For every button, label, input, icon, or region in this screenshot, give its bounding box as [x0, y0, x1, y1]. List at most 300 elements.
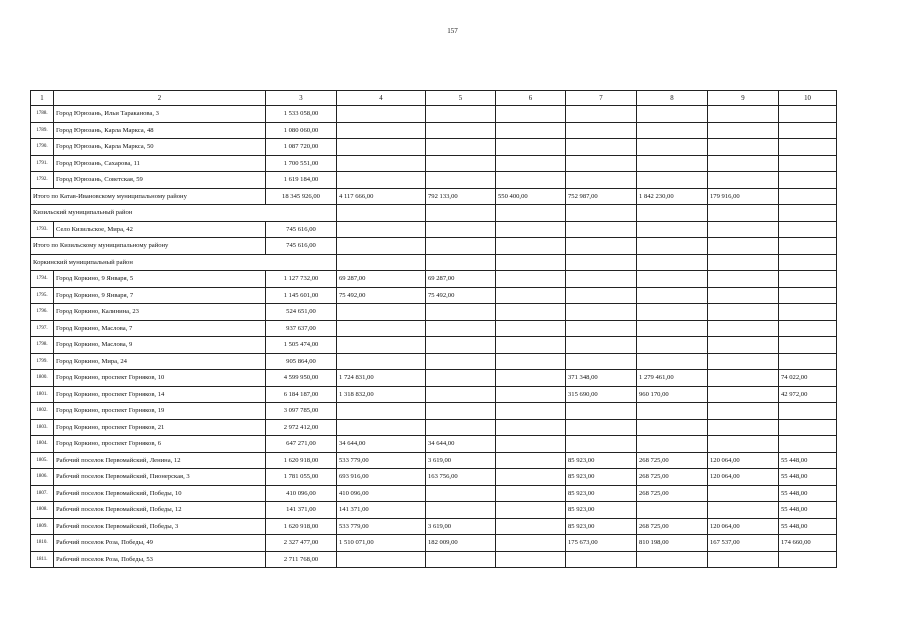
table-cell: 1 724 831,00 — [337, 370, 426, 387]
table-cell — [496, 205, 566, 222]
table-cell: 937 637,00 — [266, 320, 337, 337]
table-cell — [779, 271, 837, 288]
table-cell — [779, 551, 837, 568]
table-cell — [708, 254, 779, 271]
address-cell: Рабочий поселок Первомайский, Победы, 10 — [54, 485, 266, 502]
table-cell — [637, 353, 708, 370]
table-cell — [566, 551, 637, 568]
table-cell — [566, 139, 637, 156]
table-cell: 745 616,00 — [266, 221, 337, 238]
table-cell: 3 097 785,00 — [266, 403, 337, 420]
table-cell: 1 127 732,00 — [266, 271, 337, 288]
table-cell: 42 972,00 — [779, 386, 837, 403]
row-number: 1808. — [31, 502, 54, 519]
table-cell — [337, 221, 426, 238]
row-number: 1793. — [31, 221, 54, 238]
table-cell — [708, 287, 779, 304]
table-cell — [426, 502, 496, 519]
table-cell: 745 616,00 — [266, 238, 337, 255]
table-cell — [426, 337, 496, 354]
address-cell: Город Коркино, проспект Горняков, 19 — [54, 403, 266, 420]
table-cell — [426, 106, 496, 123]
address-cell: Рабочий поселок Первомайский, Пионерская, 3 — [54, 469, 266, 486]
row-number: 1794. — [31, 271, 54, 288]
table-cell — [708, 172, 779, 189]
table-row — [31, 469, 837, 486]
data-table — [30, 90, 837, 568]
table-cell — [708, 221, 779, 238]
table-cell — [496, 287, 566, 304]
table-cell: 85 923,00 — [566, 469, 637, 486]
table-cell — [496, 485, 566, 502]
table-cell — [337, 172, 426, 189]
table-cell — [708, 436, 779, 453]
section-title: Кизильский муниципальный район — [31, 205, 337, 222]
table-cell: 1 533 058,00 — [266, 106, 337, 123]
column-header: 9 — [708, 91, 779, 106]
table-cell — [637, 403, 708, 420]
total-row — [31, 188, 837, 205]
table-cell: 75 492,00 — [426, 287, 496, 304]
table-cell: 2 711 768,00 — [266, 551, 337, 568]
address-cell: Рабочий поселок Роза, Победы, 49 — [54, 535, 266, 552]
table-cell — [566, 419, 637, 436]
table-cell — [637, 155, 708, 172]
table-cell — [637, 419, 708, 436]
table-cell — [426, 254, 496, 271]
table-cell: 1 842 230,00 — [637, 188, 708, 205]
address-cell: Рабочий поселок Первомайский, Победы, 3 — [54, 518, 266, 535]
row-number: 1791. — [31, 155, 54, 172]
table-cell: 3 619,00 — [426, 452, 496, 469]
table-cell: 55 448,00 — [779, 502, 837, 519]
table-cell: 905 864,00 — [266, 353, 337, 370]
row-number: 1788. — [31, 106, 54, 123]
table-cell: 2 972 412,00 — [266, 419, 337, 436]
column-header: 10 — [779, 91, 837, 106]
table-cell: 69 287,00 — [337, 271, 426, 288]
table-cell — [708, 320, 779, 337]
table-cell — [496, 122, 566, 139]
table-cell: 1 510 071,00 — [337, 535, 426, 552]
table-cell — [779, 205, 837, 222]
table-cell — [496, 502, 566, 519]
table-cell — [637, 221, 708, 238]
address-cell: Рабочий поселок Первомайский, Ленина, 12 — [54, 452, 266, 469]
table-cell: 268 725,00 — [637, 518, 708, 535]
table-cell — [426, 320, 496, 337]
address-cell: Город Юрюзань, Карла Маркса, 50 — [54, 139, 266, 156]
table-cell — [426, 386, 496, 403]
table-cell: 1 700 551,00 — [266, 155, 337, 172]
table-cell — [337, 320, 426, 337]
table-cell — [566, 337, 637, 354]
table-cell — [566, 304, 637, 321]
address-cell: Город Коркино, проспект Горняков, 6 — [54, 436, 266, 453]
table-cell — [779, 287, 837, 304]
table-cell: 85 923,00 — [566, 485, 637, 502]
table-cell — [708, 485, 779, 502]
table-cell — [337, 139, 426, 156]
address-cell: Город Коркино, 9 Января, 7 — [54, 287, 266, 304]
table-cell — [708, 139, 779, 156]
row-number: 1810. — [31, 535, 54, 552]
table-cell: 34 644,00 — [426, 436, 496, 453]
address-cell: Город Коркино, проспект Горняков, 10 — [54, 370, 266, 387]
table-cell — [708, 271, 779, 288]
row-number: 1797. — [31, 320, 54, 337]
table-cell — [637, 139, 708, 156]
table-cell: 167 537,00 — [708, 535, 779, 552]
table-row — [31, 403, 837, 420]
table-cell — [337, 304, 426, 321]
table-cell — [426, 122, 496, 139]
table-cell — [779, 188, 837, 205]
table-row — [31, 370, 837, 387]
table-cell — [426, 139, 496, 156]
table-row — [31, 452, 837, 469]
table-cell — [426, 419, 496, 436]
table-row — [31, 386, 837, 403]
table-row — [31, 271, 837, 288]
address-cell: Город Юрюзань, Сахарова, 11 — [54, 155, 266, 172]
table-cell: 1 619 184,00 — [266, 172, 337, 189]
table-row — [31, 106, 837, 123]
table-cell — [708, 403, 779, 420]
table-cell — [426, 172, 496, 189]
table-cell: 3 619,00 — [426, 518, 496, 535]
table-cell — [779, 337, 837, 354]
table-cell — [496, 452, 566, 469]
table-row — [31, 419, 837, 436]
table-cell: 120 064,00 — [708, 469, 779, 486]
table-cell — [637, 172, 708, 189]
total-row — [31, 238, 837, 255]
table-cell — [496, 221, 566, 238]
table-cell — [496, 304, 566, 321]
table-cell: 85 923,00 — [566, 518, 637, 535]
table-row — [31, 353, 837, 370]
table-cell: 550 400,00 — [496, 188, 566, 205]
table-cell — [496, 386, 566, 403]
table-cell — [496, 535, 566, 552]
table-cell — [566, 122, 637, 139]
table-cell — [566, 436, 637, 453]
table-cell — [566, 172, 637, 189]
table-cell — [426, 551, 496, 568]
table-cell — [779, 238, 837, 255]
table-cell — [708, 551, 779, 568]
table-cell: 315 690,00 — [566, 386, 637, 403]
address-cell: Город Коркино, Калинина, 23 — [54, 304, 266, 321]
table-cell — [708, 419, 779, 436]
table-cell — [708, 370, 779, 387]
table-cell: 2 327 477,00 — [266, 535, 337, 552]
table-cell: 810 198,00 — [637, 535, 708, 552]
table-cell: 141 371,00 — [337, 502, 426, 519]
table-cell: 174 660,00 — [779, 535, 837, 552]
table-cell — [496, 337, 566, 354]
table-cell: 85 923,00 — [566, 502, 637, 519]
table-cell: 268 725,00 — [637, 485, 708, 502]
row-number: 1807. — [31, 485, 54, 502]
table-cell: 1 080 060,00 — [266, 122, 337, 139]
table-cell: 69 287,00 — [426, 271, 496, 288]
row-number: 1799. — [31, 353, 54, 370]
column-header: 4 — [337, 91, 426, 106]
address-cell: Город Юрюзань, Карла Маркса, 48 — [54, 122, 266, 139]
table-cell — [779, 403, 837, 420]
table-cell — [708, 106, 779, 123]
row-number: 1789. — [31, 122, 54, 139]
table-cell — [566, 271, 637, 288]
table-cell: 1 279 461,00 — [637, 370, 708, 387]
row-number: 1790. — [31, 139, 54, 156]
table-cell — [496, 139, 566, 156]
table-row — [31, 320, 837, 337]
table-cell — [637, 320, 708, 337]
table-cell — [708, 353, 779, 370]
table-cell: 179 916,00 — [708, 188, 779, 205]
table-cell: 792 133,00 — [426, 188, 496, 205]
table-cell — [779, 436, 837, 453]
table-cell — [566, 106, 637, 123]
table-cell — [337, 205, 426, 222]
table-cell — [708, 205, 779, 222]
table-cell — [708, 238, 779, 255]
table-row — [31, 155, 837, 172]
address-cell: Рабочий поселок Роза, Победы, 53 — [54, 551, 266, 568]
table-cell — [496, 320, 566, 337]
table-cell — [637, 337, 708, 354]
address-cell: Город Коркино, Маслова, 9 — [54, 337, 266, 354]
table-cell — [566, 320, 637, 337]
table-cell — [637, 271, 708, 288]
table-cell — [337, 419, 426, 436]
table-cell: 410 096,00 — [337, 485, 426, 502]
table-cell — [426, 155, 496, 172]
table-row — [31, 172, 837, 189]
address-cell: Город Коркино, Мира, 24 — [54, 353, 266, 370]
table-cell — [637, 122, 708, 139]
table-cell — [337, 122, 426, 139]
row-number: 1802. — [31, 403, 54, 420]
table-cell — [637, 287, 708, 304]
table-cell — [779, 304, 837, 321]
table-cell: 75 492,00 — [337, 287, 426, 304]
address-cell: Село Кизильское, Мира, 42 — [54, 221, 266, 238]
table-cell — [496, 155, 566, 172]
table-cell — [708, 502, 779, 519]
table-cell — [779, 122, 837, 139]
table-cell: 34 644,00 — [337, 436, 426, 453]
table-cell — [426, 485, 496, 502]
table-cell — [496, 238, 566, 255]
row-number: 1798. — [31, 337, 54, 354]
page-number: 157 — [447, 27, 458, 35]
total-label: Итого по Катав-Ивановскому муниципальному району — [31, 188, 266, 205]
row-number: 1801. — [31, 386, 54, 403]
row-number: 1800. — [31, 370, 54, 387]
table-cell — [337, 254, 426, 271]
table-cell — [708, 337, 779, 354]
address-cell: Город Коркино, проспект Горняков, 21 — [54, 419, 266, 436]
table-cell — [779, 106, 837, 123]
table-cell — [426, 304, 496, 321]
table-cell — [496, 271, 566, 288]
table-cell — [496, 551, 566, 568]
table-cell — [337, 238, 426, 255]
table-cell: 960 170,00 — [637, 386, 708, 403]
table-cell: 1 318 832,00 — [337, 386, 426, 403]
table-cell: 85 923,00 — [566, 452, 637, 469]
address-cell: Город Коркино, Маслова, 7 — [54, 320, 266, 337]
address-cell: Город Юрюзань, Советская, 59 — [54, 172, 266, 189]
column-header: 6 — [496, 91, 566, 106]
table-row — [31, 551, 837, 568]
address-cell: Город Юрюзань, Ильи Тараканова, 3 — [54, 106, 266, 123]
table-cell: 1 620 918,00 — [266, 452, 337, 469]
table-cell — [566, 403, 637, 420]
row-number: 1795. — [31, 287, 54, 304]
table-cell — [426, 403, 496, 420]
table-cell — [779, 353, 837, 370]
table-cell — [566, 155, 637, 172]
column-header: 1 — [31, 91, 54, 106]
table-cell: 55 448,00 — [779, 452, 837, 469]
table-row — [31, 535, 837, 552]
total-label: Итого по Кизильскому муниципальному району — [31, 238, 266, 255]
table-cell: 4 117 666,00 — [337, 188, 426, 205]
table-cell: 524 651,00 — [266, 304, 337, 321]
table-cell — [708, 155, 779, 172]
row-number: 1792. — [31, 172, 54, 189]
table-cell: 18 345 926,00 — [266, 188, 337, 205]
table-row — [31, 221, 837, 238]
table-cell — [496, 518, 566, 535]
table-cell: 1 620 918,00 — [266, 518, 337, 535]
table-cell: 1 781 055,00 — [266, 469, 337, 486]
table-cell: 1 087 720,00 — [266, 139, 337, 156]
table-cell — [496, 403, 566, 420]
table-cell — [337, 551, 426, 568]
table-cell: 647 271,00 — [266, 436, 337, 453]
table-cell: 163 756,00 — [426, 469, 496, 486]
table-cell — [496, 436, 566, 453]
table-cell — [426, 205, 496, 222]
table-cell — [496, 106, 566, 123]
address-cell: Рабочий поселок Первомайский, Победы, 12 — [54, 502, 266, 519]
table-row — [31, 122, 837, 139]
column-header: 7 — [566, 91, 637, 106]
table-cell — [426, 370, 496, 387]
header-row — [31, 91, 837, 106]
table-cell — [337, 106, 426, 123]
address-cell: Город Коркино, 9 Января, 5 — [54, 271, 266, 288]
table-cell — [637, 205, 708, 222]
row-number: 1804. — [31, 436, 54, 453]
column-header: 3 — [266, 91, 337, 106]
table-cell — [337, 403, 426, 420]
table-cell: 1 505 474,00 — [266, 337, 337, 354]
table-cell: 55 448,00 — [779, 469, 837, 486]
table-row — [31, 304, 837, 321]
table-cell — [637, 502, 708, 519]
table-cell — [496, 419, 566, 436]
address-cell: Город Коркино, проспект Горняков, 14 — [54, 386, 266, 403]
table-cell: 533 779,00 — [337, 452, 426, 469]
column-header: 8 — [637, 91, 708, 106]
table-row — [31, 287, 837, 304]
table-cell — [566, 205, 637, 222]
table-cell: 410 096,00 — [266, 485, 337, 502]
table-cell — [566, 353, 637, 370]
row-number: 1805. — [31, 452, 54, 469]
table-cell — [426, 238, 496, 255]
table-row — [31, 485, 837, 502]
table-cell: 533 779,00 — [337, 518, 426, 535]
table-cell: 371 348,00 — [566, 370, 637, 387]
row-number: 1809. — [31, 518, 54, 535]
table-cell: 1 145 601,00 — [266, 287, 337, 304]
table-cell: 175 673,00 — [566, 535, 637, 552]
table-cell: 268 725,00 — [637, 452, 708, 469]
table-cell — [566, 254, 637, 271]
table-cell — [779, 155, 837, 172]
table-cell — [637, 106, 708, 123]
table-cell — [426, 221, 496, 238]
table-cell — [337, 353, 426, 370]
table-cell — [637, 238, 708, 255]
row-number: 1811. — [31, 551, 54, 568]
table-cell — [496, 370, 566, 387]
table-cell — [708, 122, 779, 139]
table-cell — [496, 172, 566, 189]
table-cell: 120 064,00 — [708, 452, 779, 469]
table-row — [31, 502, 837, 519]
table-cell — [779, 172, 837, 189]
table-cell — [637, 304, 708, 321]
table-cell — [426, 353, 496, 370]
table-cell — [779, 254, 837, 271]
table-cell: 693 916,00 — [337, 469, 426, 486]
table-cell — [637, 436, 708, 453]
section-row — [31, 254, 837, 271]
table-cell — [566, 238, 637, 255]
table-cell — [708, 386, 779, 403]
table-row — [31, 337, 837, 354]
table-cell — [496, 254, 566, 271]
section-title: Коркинский муниципальный район — [31, 254, 337, 271]
row-number: 1803. — [31, 419, 54, 436]
table-cell — [779, 320, 837, 337]
column-header: 2 — [54, 91, 266, 106]
table-row — [31, 518, 837, 535]
table-cell — [779, 139, 837, 156]
table-cell — [496, 353, 566, 370]
table-cell — [779, 221, 837, 238]
table-cell: 55 448,00 — [779, 518, 837, 535]
table-cell: 268 725,00 — [637, 469, 708, 486]
row-number: 1796. — [31, 304, 54, 321]
table-cell: 74 022,00 — [779, 370, 837, 387]
table-cell — [337, 155, 426, 172]
table-cell — [637, 254, 708, 271]
table-row — [31, 436, 837, 453]
table-cell: 55 448,00 — [779, 485, 837, 502]
table-cell — [779, 419, 837, 436]
table-row — [31, 139, 837, 156]
